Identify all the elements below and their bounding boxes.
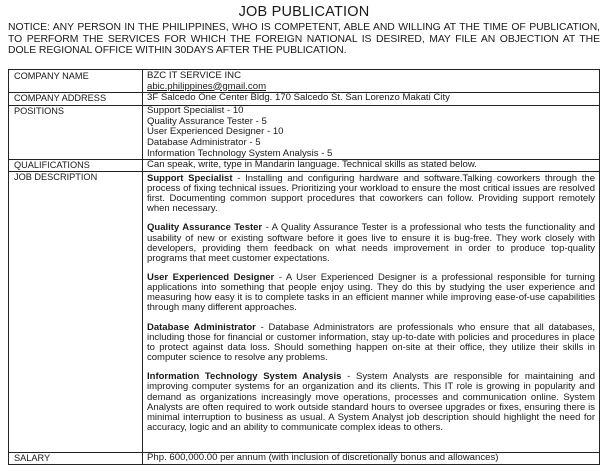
job-description-row bbox=[9, 171, 600, 452]
job-description-separator: - bbox=[255, 321, 269, 333]
company-name-cell bbox=[143, 70, 600, 93]
company-name-value: BZC IT SERVICE INC bbox=[147, 70, 242, 81]
job-description-cell bbox=[143, 171, 600, 452]
job-description-separator: - bbox=[341, 371, 356, 383]
job-description-label: JOB DESCRIPTION bbox=[9, 171, 143, 452]
job-description-item bbox=[147, 323, 595, 364]
company-name-row bbox=[9, 70, 600, 93]
job-description-title: Quality Assurance Tester bbox=[147, 222, 263, 234]
position-item: Support Specialist - 10 bbox=[147, 105, 244, 117]
position-item: User Experienced Designer - 10 bbox=[147, 126, 284, 138]
job-description-text: System Analysts are responsible for maintaining and improving computer systems for an organization and its clients. This IT role is growing in popularity and demand as organizations increasingly move operations, processes and communication online. System Analysts are often required to work outside standard hours to oversee upgrades or fixes, ensuring there is minimal interruption to business as usual. A System Analyst job description should highlight the need for accuracy, logic and an ability to communicate complex ideas to others. bbox=[147, 371, 595, 434]
job-description-item bbox=[147, 372, 595, 433]
page-title: JOB PUBLICATION bbox=[238, 4, 370, 20]
qualifications-label: QUALIFICATIONS bbox=[9, 160, 143, 172]
position-item: Quality Assurance Tester - 5 bbox=[147, 115, 267, 127]
positions-list bbox=[143, 106, 600, 160]
job-description-item bbox=[147, 273, 595, 314]
company-name-label: COMPANY NAME bbox=[9, 70, 143, 93]
company-email-link[interactable]: abic.philippines@gmail.com bbox=[147, 80, 267, 92]
company-address-row bbox=[9, 93, 600, 106]
job-description-text: Installing and configuring hardware and software.Talking coworkers through the process of fixing technical issues. Prioritizing your workload to ensure the most critical issues are resolved first. Documenting common support procedures that coworkers can follow. Providing support remotely when necessary. bbox=[147, 172, 595, 215]
job-details-table bbox=[8, 69, 600, 465]
job-description-text: A Quality Assurance Tester is a professional who tests the functionality and usability of new or existing software before it goes live to ensure it is bug-free. They work closely with developers, providing them feedback on what needs improvement in order to produce top-quality programs that meet customer expectations. bbox=[147, 222, 595, 264]
job-description-text: A User Experienced Designer is a professional responsible for turning applications into something that people enjoy using. They do this by studying the user experience and measuring how easy it is to complete tasks in an efficient manner while improving ease-of-use capabilities through many different approaches. bbox=[147, 272, 595, 314]
positions-row bbox=[9, 106, 600, 160]
job-description-separator: - bbox=[232, 172, 246, 184]
salary-row bbox=[9, 452, 600, 464]
qualifications-value: Can speak, write, type in Mandarin language. Technical skills as stated below. bbox=[143, 160, 600, 172]
job-description-title: Information Technology System Analysis bbox=[147, 371, 342, 383]
qualifications-row bbox=[9, 160, 600, 172]
salary-label: SALARY bbox=[9, 452, 143, 464]
job-description-item bbox=[147, 174, 595, 215]
job-description-separator: - bbox=[274, 272, 286, 283]
company-address-value: 3F Salcedo One Center Bldg. 170 Salcedo St. San Lorenzo Makati City bbox=[143, 93, 600, 106]
position-item: Database Administrator - 5 bbox=[147, 136, 261, 148]
job-description-title: User Experienced Designer bbox=[147, 272, 275, 283]
job-description-separator: - bbox=[262, 222, 272, 234]
salary-value: Php. 600,000.00 per annum (with inclusion of discretionally bonus and allowances) bbox=[143, 452, 600, 464]
position-item: Information Technology System Analysis - 5 bbox=[147, 147, 333, 159]
job-description-title: Support Specialist bbox=[147, 172, 233, 184]
job-publication-page bbox=[8, 0, 600, 473]
job-description-text: Database Administrators are professionals who ensure that all databases, including those for financial or customer information, stay up-to-date with policies and procedures in place to protect against data loss. Should something happen on-site at their office, they utilize their skills in computer science to resolve any problems. bbox=[147, 321, 595, 364]
job-description-item bbox=[147, 223, 595, 264]
company-address-label: COMPANY ADDRESS bbox=[9, 93, 143, 106]
job-description-title: Database Administrator bbox=[147, 321, 256, 333]
positions-label: POSITIONS bbox=[9, 106, 143, 160]
notice-paragraph: NOTICE: ANY PERSON IN THE PHILIPPINES, WHO IS COMPETENT, ABLE AND WILLING AT THE TIME OF PUBLICATION, TO PERFORM THE SERVICES FOR WHICH THE FOREIGN NATIONAL IS DESIRED, MAY FILE AN OBJECTION AT THE DOLE REGIONAL OFFICE WITHIN 30DAYS AFTER THE PUBLICATION. bbox=[8, 22, 600, 57]
